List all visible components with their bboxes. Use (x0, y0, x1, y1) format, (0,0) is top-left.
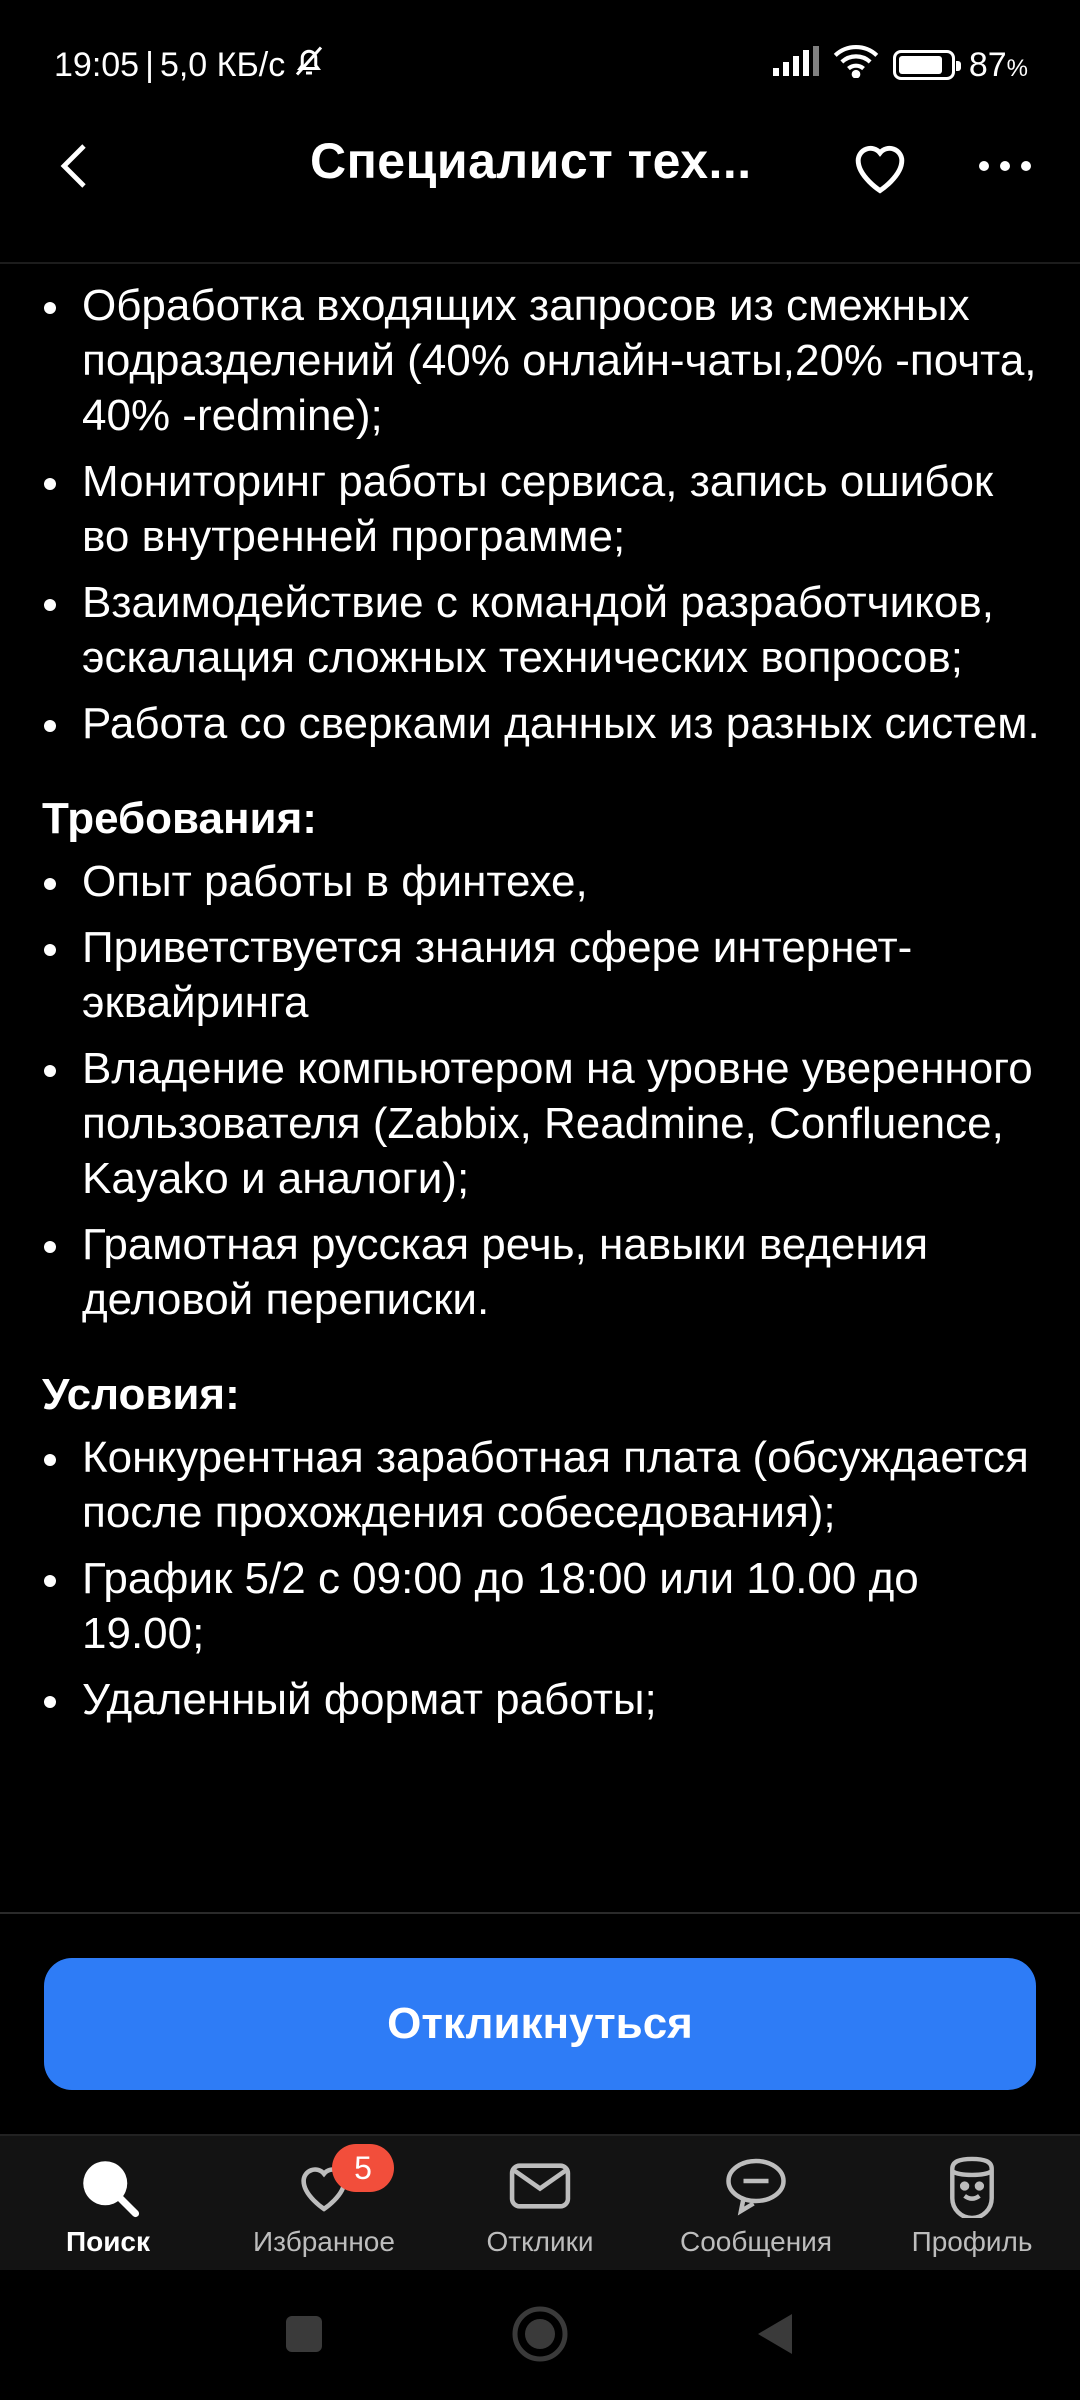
nav-label: Избранное (253, 2226, 395, 2257)
list-item: График 5/2 с 09:00 до 18:00 или 10.00 до 19.00; (42, 1551, 1040, 1661)
header-divider (0, 262, 1080, 264)
envelope-icon (507, 2146, 573, 2226)
status-time: 19:05 (54, 45, 140, 84)
respond-button[interactable]: Откликнуться (44, 1958, 1036, 2090)
list-item: Конкурентная заработная плата (обсуждается после прохождения собеседования); (42, 1430, 1040, 1540)
recent-apps-button[interactable] (272, 2302, 336, 2366)
home-button[interactable] (508, 2302, 572, 2366)
chevron-left-icon (56, 142, 96, 190)
list-item: Опыт работы в финтехе, (42, 854, 1040, 909)
requirements-list (42, 854, 1040, 1327)
list-item: Приветствуется знания сфере интернет-эквайринга (42, 920, 1040, 1030)
list-item: Удаленный формат работы; (42, 1672, 1040, 1727)
list-item: Обработка входящих запросов из смежных подразделений (40% онлайн-чаты,20% -почта, 40% -redmine); (42, 278, 1040, 443)
nav-item-profile[interactable] (864, 2136, 1080, 2272)
list-item: Владение компьютером на уровне уверенного пользователя (Zabbix, Readmine, Confluence, Kayako и аналоги); (42, 1041, 1040, 1206)
square-icon (284, 2314, 324, 2354)
nav-item-responses[interactable] (432, 2136, 648, 2272)
battery-fill (899, 56, 943, 74)
more-horizontal-icon (978, 159, 1032, 173)
heart-icon (847, 136, 913, 196)
duties-list (42, 278, 1040, 751)
favorite-button[interactable] (842, 128, 918, 204)
conditions-heading: Условия: (42, 1370, 240, 1419)
top-app-bar (0, 100, 1080, 230)
triangle-back-icon (752, 2310, 796, 2358)
battery-icon (893, 50, 955, 80)
chat-icon (723, 2146, 789, 2226)
system-navigation-bar (0, 2270, 1080, 2400)
list-item: Взаимодействие с командой разработчиков, эскалация сложных технических вопросов; (42, 575, 1040, 685)
circle-icon (510, 2304, 570, 2364)
bell-off-icon (291, 43, 327, 88)
nav-item-search[interactable] (0, 2136, 216, 2272)
nav-label: Отклики (486, 2226, 594, 2257)
page-title: Специалист тех... (310, 133, 752, 189)
nav-label: Профиль (911, 2226, 1033, 2257)
status-network-speed: 5,0 КБ/с (159, 45, 286, 84)
system-back-button[interactable] (742, 2302, 806, 2366)
signal-icon (773, 46, 819, 85)
status-separator: | (145, 45, 154, 84)
list-item: Грамотная русская речь, навыки ведения деловой переписки. (42, 1217, 1040, 1327)
nav-item-favorites[interactable] (216, 2136, 432, 2272)
nav-label: Поиск (65, 2226, 151, 2257)
conditions-list (42, 1430, 1040, 1727)
list-item: Мониторинг работы сервиса, запись ошибок во внутренней программе; (42, 454, 1040, 564)
bottom-navigation (0, 2134, 1080, 2270)
more-options-button[interactable] (970, 128, 1040, 204)
search-icon (75, 2146, 141, 2226)
battery-percent: 87% (968, 45, 1028, 84)
requirements-heading: Требования: (42, 794, 317, 843)
status-left (54, 43, 327, 88)
status-right (773, 44, 1028, 87)
notification-badge: 5 (332, 2144, 394, 2192)
wifi-icon (833, 44, 879, 87)
content-divider (0, 1912, 1080, 1914)
vacancy-description[interactable] (0, 272, 1080, 1912)
profile-icon (941, 2146, 1003, 2226)
back-button[interactable] (48, 138, 104, 194)
nav-label: Сообщения (680, 2226, 832, 2257)
nav-item-messages[interactable] (648, 2136, 864, 2272)
list-item: Работа со сверками данных из разных систем. (42, 696, 1040, 751)
